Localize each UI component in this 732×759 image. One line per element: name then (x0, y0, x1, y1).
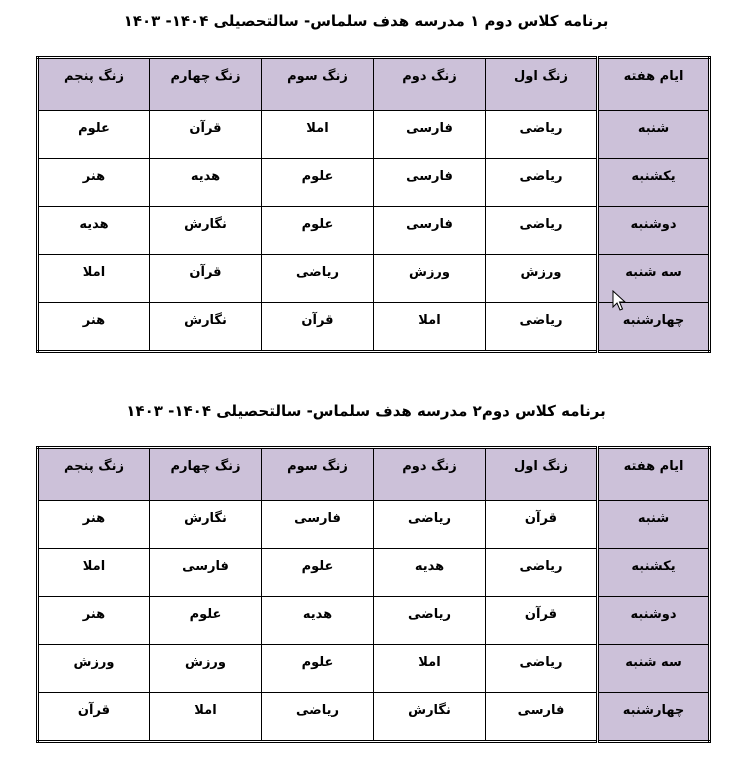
period-cell: املا (38, 549, 150, 597)
table-row (38, 159, 710, 207)
schedule2-table (36, 446, 711, 743)
table-row (38, 693, 710, 742)
schedule1-table (36, 56, 711, 353)
day-cell: دوشنبه (598, 597, 710, 645)
period-cell: قرآن (486, 597, 598, 645)
header-period-5: زنگ پنجم (38, 448, 150, 501)
period-cell: ورزش (374, 255, 486, 303)
day-cell: یکشنبه (598, 159, 710, 207)
period-cell: علوم (262, 159, 374, 207)
period-cell: فارسی (374, 159, 486, 207)
mouse-pointer-icon (612, 290, 626, 312)
period-cell: علوم (262, 207, 374, 255)
period-cell: فارسی (486, 693, 598, 742)
period-cell: ریاضی (486, 549, 598, 597)
day-cell: شنبه (598, 501, 710, 549)
day-cell: سه شنبه (598, 645, 710, 693)
table-row (38, 303, 710, 352)
period-cell: قرآن (150, 255, 262, 303)
period-cell: هنر (38, 597, 150, 645)
period-cell: علوم (150, 597, 262, 645)
period-cell: ریاضی (262, 693, 374, 742)
period-cell: املا (38, 255, 150, 303)
period-cell: ریاضی (486, 159, 598, 207)
period-cell: فارسی (374, 111, 486, 159)
day-cell: چهارشنبه (598, 303, 710, 352)
day-cell: چهارشنبه (598, 693, 710, 742)
period-cell: قرآن (486, 501, 598, 549)
period-cell: فارسی (374, 207, 486, 255)
period-cell: ریاضی (374, 597, 486, 645)
day-cell: سه شنبه (598, 255, 710, 303)
period-cell: علوم (262, 549, 374, 597)
period-cell: ریاضی (486, 111, 598, 159)
header-period-2: زنگ دوم (374, 448, 486, 501)
header-row (38, 448, 710, 501)
period-cell: املا (374, 645, 486, 693)
header-period-3: زنگ سوم (262, 448, 374, 501)
period-cell: نگارش (150, 207, 262, 255)
period-cell: ورزش (38, 645, 150, 693)
header-days: ایام هفته (598, 448, 710, 501)
period-cell: املا (374, 303, 486, 352)
period-cell: قرآن (150, 111, 262, 159)
table-row (38, 549, 710, 597)
period-cell: هنر (38, 159, 150, 207)
period-cell: ریاضی (374, 501, 486, 549)
period-cell: فارسی (262, 501, 374, 549)
period-cell: ورزش (486, 255, 598, 303)
header-period-1: زنگ اول (486, 58, 598, 111)
header-days: ایام هفته (598, 58, 710, 111)
header-period-5: زنگ پنجم (38, 58, 150, 111)
period-cell: ورزش (150, 645, 262, 693)
schedule1-title: برنامه کلاس دوم ۱ مدرسه هدف سلماس- سالتحصیلی ۱۴۰۴- ۱۴۰۳ (123, 12, 609, 30)
table-row (38, 207, 710, 255)
period-cell: فارسی (150, 549, 262, 597)
period-cell: هدیه (150, 159, 262, 207)
period-cell: هدیه (38, 207, 150, 255)
period-cell: قرآن (262, 303, 374, 352)
header-row (38, 58, 710, 111)
period-cell: نگارش (150, 303, 262, 352)
period-cell: هنر (38, 303, 150, 352)
period-cell: هدیه (262, 597, 374, 645)
table-row (38, 255, 710, 303)
table-row (38, 645, 710, 693)
table-row (38, 597, 710, 645)
header-period-2: زنگ دوم (374, 58, 486, 111)
period-cell: ریاضی (262, 255, 374, 303)
period-cell: املا (150, 693, 262, 742)
header-period-4: زنگ چهارم (150, 58, 262, 111)
period-cell: نگارش (374, 693, 486, 742)
period-cell: ریاضی (486, 645, 598, 693)
period-cell: علوم (262, 645, 374, 693)
period-cell: ریاضی (486, 303, 598, 352)
period-cell: املا (262, 111, 374, 159)
header-period-3: زنگ سوم (262, 58, 374, 111)
table-row (38, 111, 710, 159)
period-cell: علوم (38, 111, 150, 159)
day-cell: یکشنبه (598, 549, 710, 597)
period-cell: نگارش (150, 501, 262, 549)
schedule2-title: برنامه کلاس دوم۲ مدرسه هدف سلماس- سالتحصیلی ۱۴۰۴- ۱۴۰۳ (126, 402, 606, 420)
period-cell: ریاضی (486, 207, 598, 255)
period-cell: هنر (38, 501, 150, 549)
day-cell: شنبه (598, 111, 710, 159)
period-cell: قرآن (38, 693, 150, 742)
table-row (38, 501, 710, 549)
period-cell: هدیه (374, 549, 486, 597)
day-cell: دوشنبه (598, 207, 710, 255)
header-period-1: زنگ اول (486, 448, 598, 501)
header-period-4: زنگ چهارم (150, 448, 262, 501)
